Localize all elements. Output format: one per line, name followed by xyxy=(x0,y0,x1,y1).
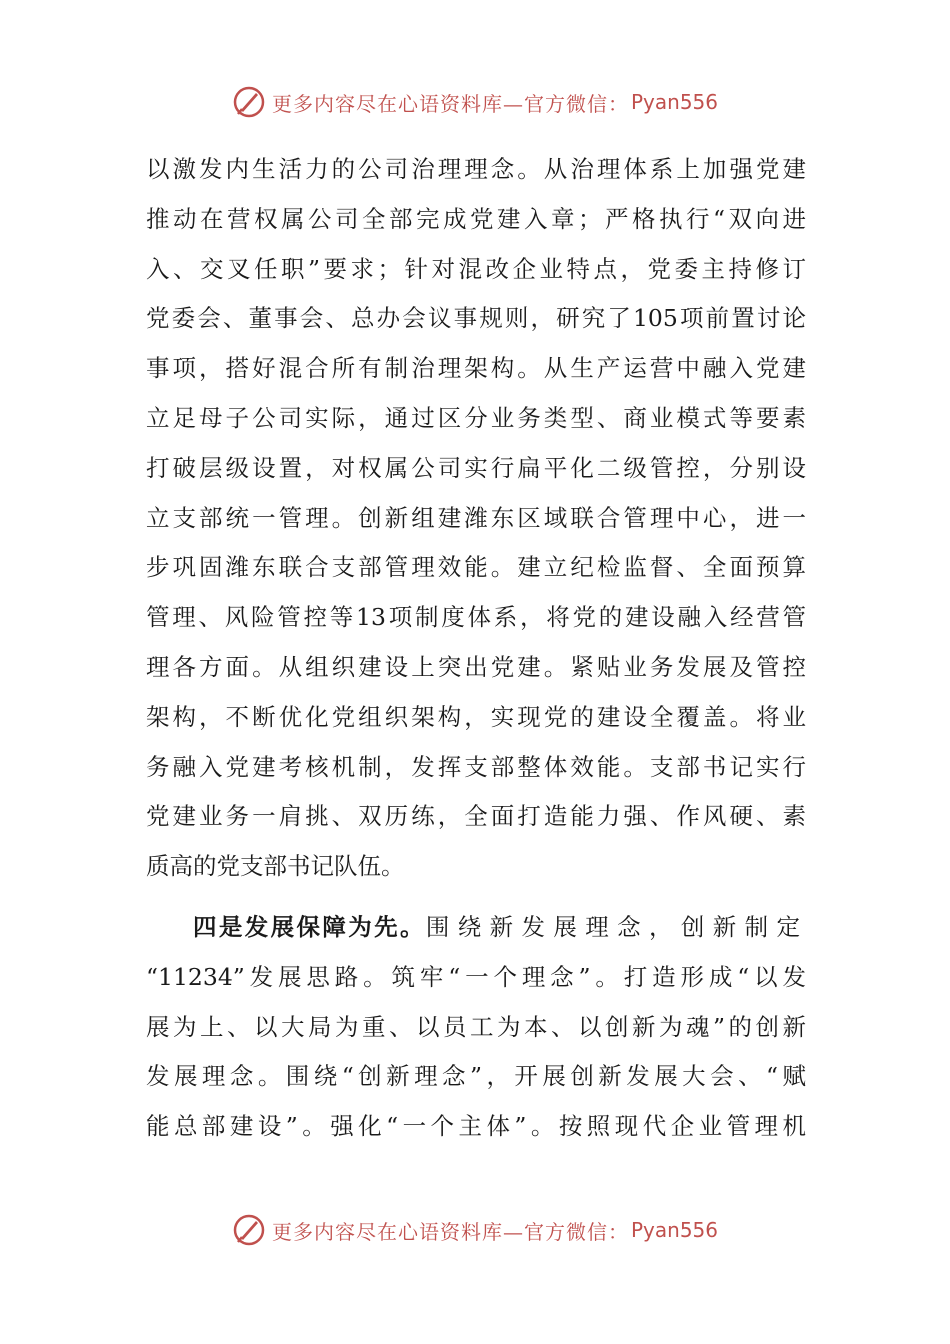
text-line: 党建业务一肩挑、双历练，全面打造能力强、作风硬、素 xyxy=(146,802,806,831)
quill-pen-logo-icon xyxy=(232,1213,266,1247)
footer-slogan: 更多内容尽在心语资料库—官方微信： xyxy=(271,1219,629,1244)
paragraph-development xyxy=(146,903,806,1152)
text-line: 步巩固潍东联合支部管理效能。建立纪检监督、全面预算 xyxy=(146,553,806,582)
text-line: 发展理念。围绕“创新理念”，开展创新发展大会、“赋 xyxy=(146,1062,806,1091)
footer-wechat-id: Pyan556 xyxy=(630,1218,718,1242)
header-wechat-id: Pyan556 xyxy=(630,90,718,114)
text-line: 质高的党支部书记队伍。 xyxy=(146,852,405,881)
text-span: 围绕新发展理念，创新制定 xyxy=(425,912,806,941)
text-line: 管理、风险管控等13项制度体系，将党的建设融入经营管 xyxy=(146,603,806,632)
text-line: 能总部建设”。强化“一个主体”。按照现代企业管理机 xyxy=(146,1112,806,1141)
text-line: 展为上、以大局为重、以员工为本、以创新为魂”的创新 xyxy=(146,1012,806,1041)
footer-banner xyxy=(0,1208,950,1252)
header-slogan: 更多内容尽在心语资料库—官方微信： xyxy=(271,91,629,116)
text-line: 党委会、董事会、总办会议事规则，研究了105项前置讨论 xyxy=(146,304,806,333)
text-line: 理各方面。从组织建设上突出党建。紧贴业务发展及管控 xyxy=(146,652,806,681)
document-body xyxy=(146,145,806,1152)
text-line: 入、交叉任职”要求；针对混改企业特点，党委主持修订 xyxy=(146,254,806,283)
text-line: “11234”发展思路。筑牢“一个理念”。打造形成“以发 xyxy=(146,962,806,991)
section-lead: 四是发展保障为先。 xyxy=(193,912,426,941)
text-line-first xyxy=(146,903,806,953)
paragraph-governance xyxy=(146,145,806,892)
text-line: 事项，搭好混合所有制治理架构。从生产运营中融入党建 xyxy=(146,354,806,383)
text-line: 以激发内生活力的公司治理理念。从治理体系上加强党建 xyxy=(146,155,806,183)
text-line: 架构，不断优化党组织架构，实现党的建设全覆盖。将业 xyxy=(146,702,806,731)
text-line: 打破层级设置，对权属公司实行扁平化二级管控，分别设 xyxy=(146,453,806,482)
text-line: 务融入党建考核机制，发挥支部整体效能。支部书记实行 xyxy=(146,752,806,781)
text-line: 立支部统一管理。创新组建潍东区域联合管理中心，进一 xyxy=(146,503,806,532)
text-line: 推动在营权属公司全部完成党建入章；严格执行“双向进 xyxy=(146,204,806,233)
header-banner xyxy=(0,80,950,124)
text-line: 立足母子公司实际，通过区分业务类型、商业模式等要素 xyxy=(146,403,806,432)
quill-pen-logo-icon xyxy=(232,85,266,119)
